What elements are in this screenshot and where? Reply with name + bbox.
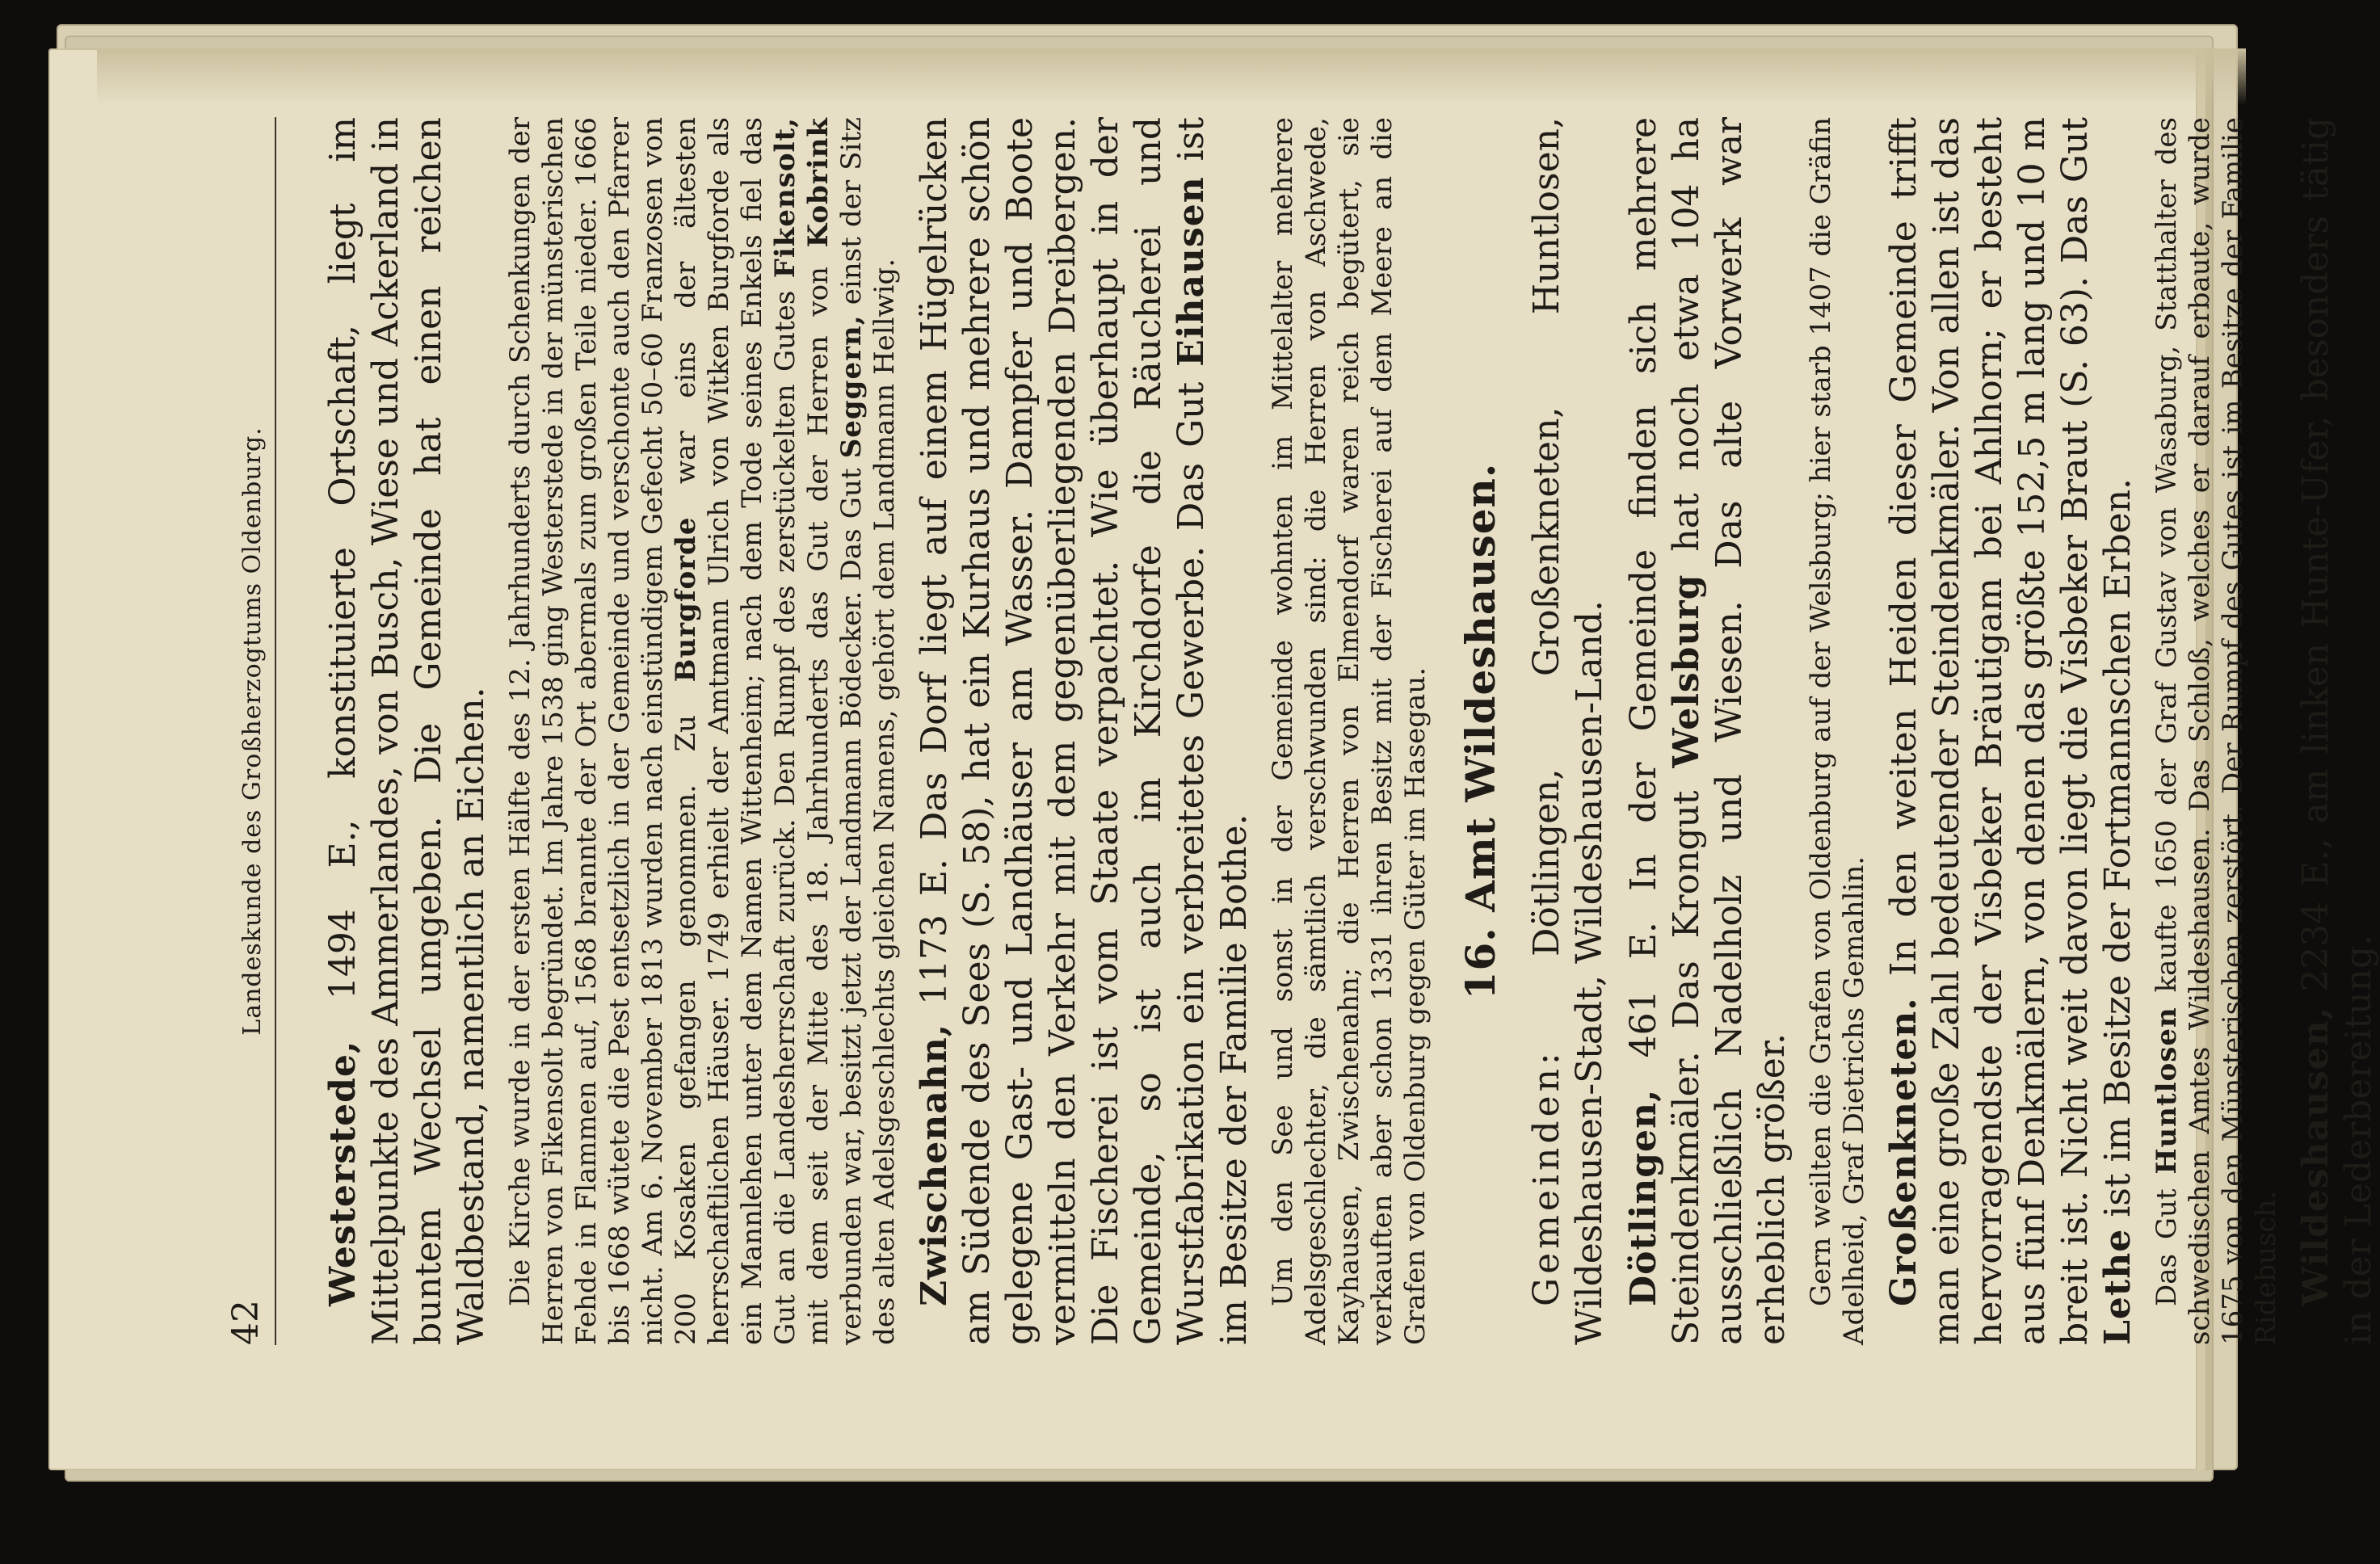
bold-term: Lethe <box>2097 1228 2138 1345</box>
paragraph-grossenkneten <box>1882 117 2139 1345</box>
entry-heading: Westerstede, <box>322 1040 364 1306</box>
paragraph-text: Die Kirche wurde in der ersten Hälfte des 12. Jahrhunderts durch Schenkungen der Herren von Fikensolt begründet. Im Jahre 1538 ging Westerstede in der münsterischen Fehde in Flammen auf, 1568 brannte der Ort abermals zum großen Teile nieder. 1666 bis 1668 wütete die Pest entsetzlich in der Gemeinde und verschonte auch den Pfarrer nicht. Am 6. November 1813 wurden nach einstündigem Gefecht 50–60 Franzosen von 200 Kosaken gefangen genommen. Zu <box>504 117 702 1345</box>
paragraph-text: Das Gut <box>2151 1174 2183 1306</box>
bold-term: Seggern, <box>835 314 868 459</box>
paragraph-text: Dötlingen, Großenkneten, Huntlosen, Wildeshausen-Stadt, Wildeshausen-Land. <box>1526 117 1610 1345</box>
paragraph-text: hat noch etwa 104 ha ausschließlich Nadelholz und Wiesen. Das alte Vorwerk war erheblich größer. <box>1666 117 1793 1345</box>
bold-term: Kobrink <box>802 117 835 248</box>
paragraph-text: mit dem seit der Mitte des 18. Jahrhunderts das Gut der Herren von <box>802 247 835 1345</box>
paragraph-text: 1494 E., konstituierte Ortschaft, liegt im Mittelpunkte des Ammerlandes, von Busch, Wiese und Ackerland in buntem Wechsel umgeben. Die Gemeinde hat einen reichen Waldbestand, namentlich an Eichen. <box>322 117 492 1345</box>
rotated-text-block <box>210 116 2379 1345</box>
paragraph-text: Gern weilten die Grafen von Oldenburg auf der Welsburg; hier starb 1407 die Gräfin Adelheid, Graf Dietrichs Gemahlin. <box>1805 117 1870 1345</box>
entry-heading: Dötlingen, <box>1623 1088 1664 1306</box>
entry-heading: Großenkneten. <box>1883 997 1924 1306</box>
bold-term: Fikensolt, <box>769 117 801 279</box>
paragraph-text: 1173 E. Das Dorf liegt auf einem Hügelrücken am Südende des Sees (S. 58), hat ein Kurhaus und mehrere schön gelegene Gast- und Landhäuser am Wasser. Dampfer und Boote vermitteln den Verkehr mit dem gegenüberliegenden Dreibergen. Die Fischerei ist vom Staate verpachtet. Wie überhaupt in der Gemeinde, so ist auch im Kirchdorfe die Räucherei und Wurstfabrikation ein verbreitetes Gewerbe. Das Gut <box>914 117 1212 1345</box>
paragraph-text: einst der Sitz des alten Adelsgeschlechts gleichen Namens, gehört dem Landmann Hellwig. <box>835 117 901 1345</box>
paragraph-zwischenahn <box>913 117 1255 1345</box>
paragraph-text: In den weiten Heiden dieser Gemeinde trifft man eine große Zahl bedeutender Steindenkmäler. Von allen ist das hervorragendste der Visbeker Bräutigam bei Ahlhorn; er besteht aus fünf Denkmälern, von denen das größte 152,5 m lang und 10 m breit ist. Nicht weit davon liegt die Visbeker Braut (S. 63). Das Gut <box>1883 117 2096 1345</box>
bold-term: Eihausen <box>1171 176 1212 367</box>
paragraph-westerstede <box>322 117 493 1345</box>
bold-term: Burgforde <box>670 516 702 683</box>
running-head: Landeskunde des Großherzogtums Oldenburg. <box>238 427 267 1036</box>
paragraph-see-history <box>1267 117 1432 1345</box>
page-number: 42 <box>225 1300 267 1345</box>
paragraph-gemeinden <box>1525 117 1611 1345</box>
paragraph-westerstede-history <box>504 117 902 1345</box>
bold-term: Welsburg <box>1666 574 1707 768</box>
paragraph-text: ist im Besitze der Fortmannschen Erben. <box>2097 477 2138 1229</box>
section-heading: 16. Amt Wildeshausen. <box>1457 462 1504 1000</box>
paragraph-text: kaufte 1650 der Graf Gustav von Wasaburg, Statthalter des schwedischen Amtes Wildeshausen. Das Schloß, welches er darauf erbaute, wurde 1675 von den Münsterischen zerstört. Der Rumpf des Gutes ist im Besitze der Familie Ridebusch. <box>2151 117 2282 1345</box>
paragraph-doetlingen <box>1622 117 1793 1345</box>
gemeinden-label: Gemeinden: <box>1526 1049 1567 1306</box>
entry-heading: Wildeshausen, <box>2295 1006 2336 1306</box>
paragraph-wildeshausen <box>2294 117 2380 1345</box>
paragraph-huntlosen <box>2151 117 2283 1345</box>
paragraph-text: war eins der ältesten herrschaftlichen Häuser. 1749 erhielt der Amtmann Ulrich von Witken Burgforde als ein Mannlehen unter dem Namen Wittenheim; nach dem Tode seines Enkels fiel das Gut an die Landesherrschaft zurück. Den Rumpf des zerstückelten Gutes <box>670 116 801 1345</box>
paragraph-welsburg <box>1805 117 1871 1345</box>
spine-shadow <box>97 48 2246 105</box>
paragraph-text: Um den See und sonst in der Gemeinde wohnten im Mittelalter mehrere Adelsgeschlechter, die sämtlich verschwunden sind: die Herren von Aschwede, Kayhausen, Zwischenahn; die Herren von Elmendorf waren reich begütert, sie verkauften aber schon 1331 ihren Besitz mit der Fischerei auf dem Meere an die Grafen von Oldenburg gegen Güter im Hasegau. <box>1267 117 1432 1345</box>
paragraph-text: verbunden war, besitzt jetzt der Landmann Bödecker. Das Gut <box>835 458 868 1345</box>
paragraph-text: ist im Besitze der Familie Bothe. <box>1171 117 1255 1345</box>
entry-heading: Zwischenahn, <box>914 1023 955 1306</box>
page-header <box>210 117 276 1345</box>
bold-term: Huntlosen <box>2151 1007 2183 1175</box>
paragraph-text: 2234 E., am linken Hunte-Ufer, besonders tätig in der Lederbereitung. <box>2295 117 2379 1345</box>
paragraph-text: 461 E. In der Gemeinde finden sich mehrere Steindenkmäler. Das Krongut <box>1623 117 1707 1345</box>
